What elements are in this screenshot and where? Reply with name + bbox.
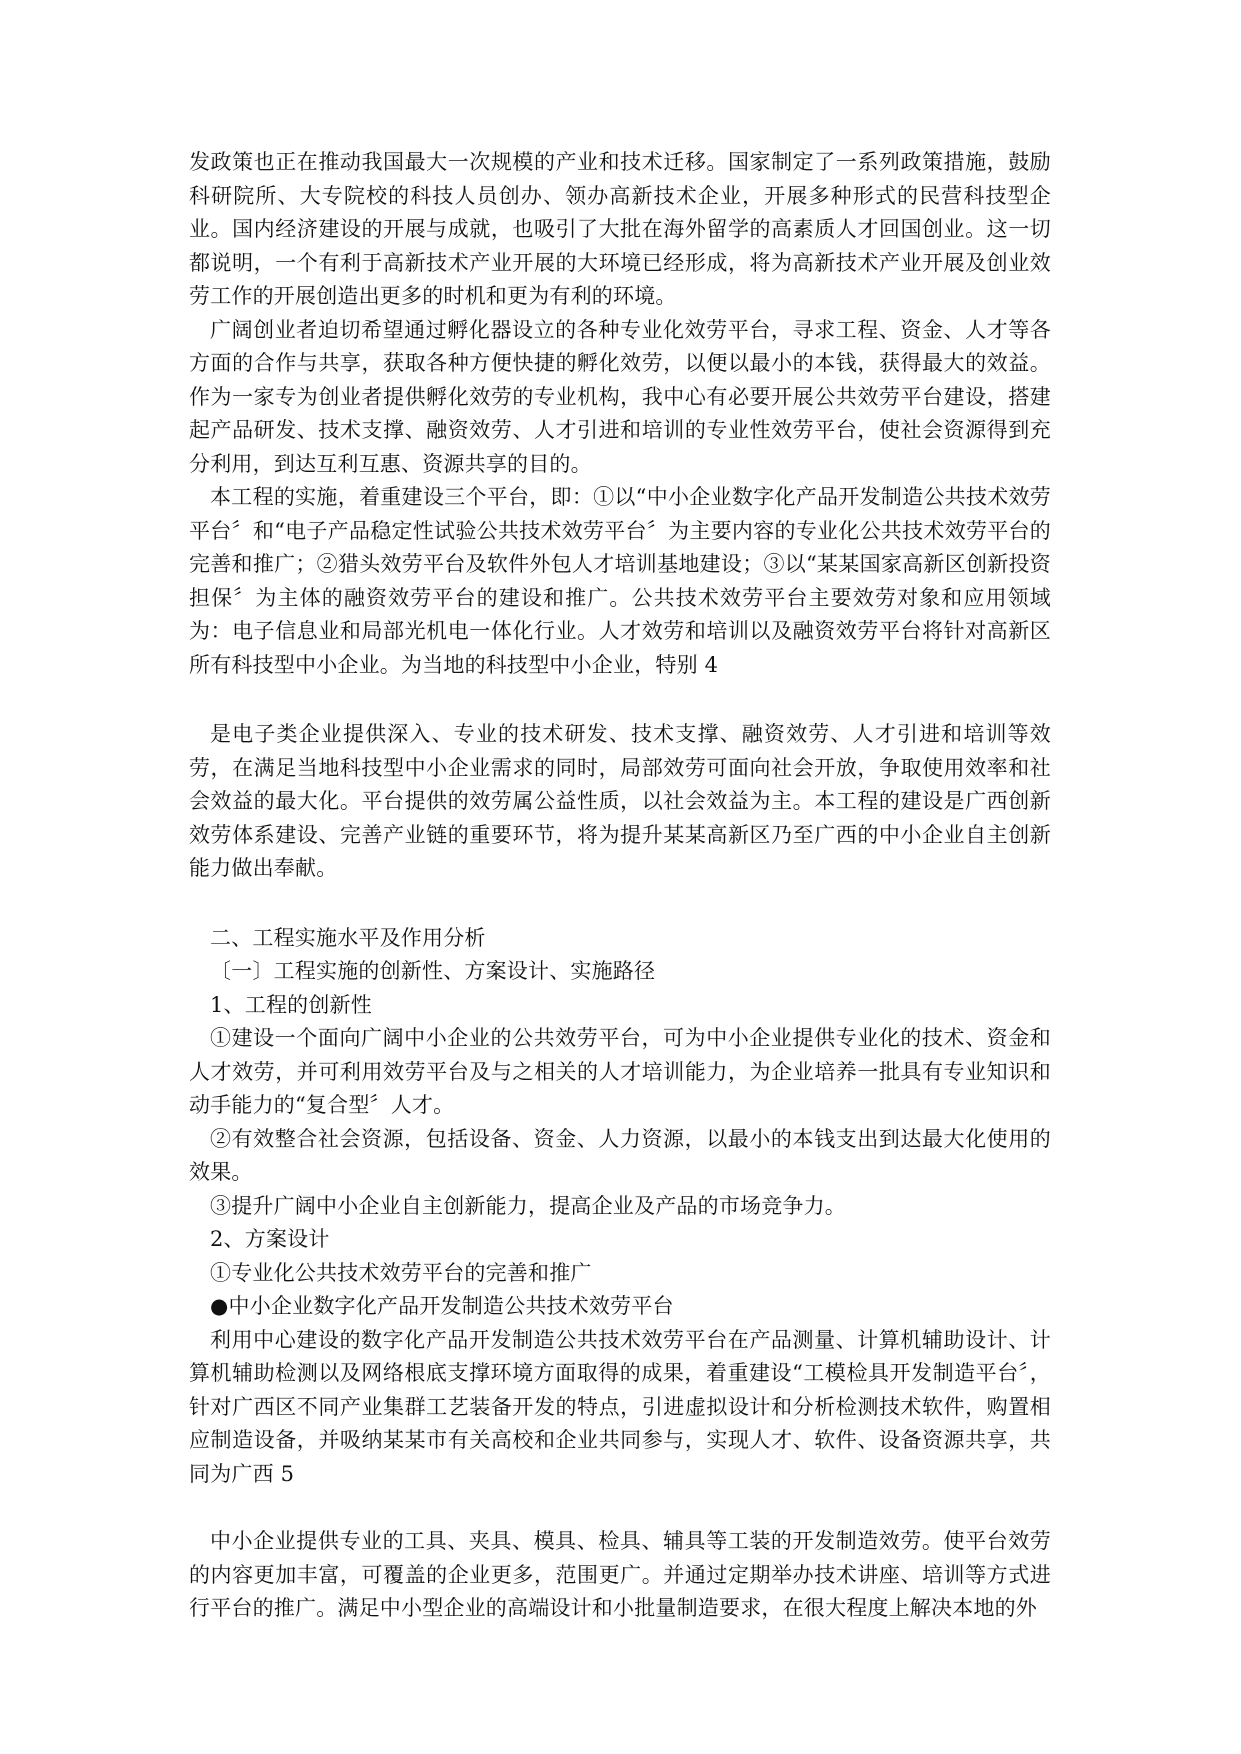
- text-block-2: [189, 718, 1051, 886]
- paragraph: 发政策也正在推动我国最大一次规模的产业和技术迁移。国家制定了一系列政策措施，鼓励科研院所、大专院校的科技人员创办、领办高新技术企业，开展多种形式的民营科技型企业。国内经济建设的开展与成就，也吸引了大批在海外留学的高素质人才回国创业。这一切都说明，一个有利于高新技术产业开展的大环境已经形成，将为高新技术产业开展及创业效劳工作的开展创造出更多的时机和更为有利的环境。: [189, 150, 1051, 308]
- text-block-4: [189, 1525, 1051, 1626]
- page-break-gap: [189, 1491, 1051, 1525]
- page-break-gap: [189, 682, 1051, 718]
- bullet-heading: ●中小企业数字化产品开发制造公共技术效劳平台: [210, 1294, 674, 1318]
- section-heading: 二、工程实施水平及作用分析: [210, 925, 486, 950]
- paragraph: 本工程的实施，着重建设三个平台，即：①以“中小企业数字化产品开发制造公共技术效劳平台〞和“电子产品稳定性试验公共技术效劳平台〞为主要内容的专业化公共技术效劳平台的完善和推广；②猎头效劳平台及软件外包人才培训基地建设；③以“某某国家高新区创新投资担保〞为主体的融资效劳平台的建设和推广。公共技术效劳平台主要效劳对象和应用领域为：电子信息业和局部光机电一体化行业。人才效劳和培训以及融资效劳平台将针对高新区所有科技型中小企业。为当地的科技型中小企业，特别 4: [189, 485, 1051, 677]
- item-heading: 2、方案设计: [210, 1227, 330, 1251]
- item-heading: 1、工程的创新性: [210, 992, 372, 1017]
- paragraph: 利用中心建设的数字化产品开发制造公共技术效劳平台在产品测量、计算机辅助设计、计算机辅助检测以及网络根底支撑环境方面取得的成果，着重建设“工模检具开发制造平台〞，针对广西区不同产业集群工艺装备开发的特点，引进虚拟设计和分析检测技术软件，购置相应制造设备，并吸纳某某市有关高校和企业共同参与，实现人才、软件、设备资源共享，共同为广西 5: [189, 1327, 1051, 1486]
- text-block-1: [189, 146, 1051, 682]
- subsection-heading: 〔一〕工程实施的创新性、方案设计、实施路径: [210, 959, 656, 983]
- paragraph: ②有效整合社会资源，包括设备、资金、人力资源，以最小的本钱支出到达最大化使用的效果。: [189, 1126, 1051, 1184]
- text-block-3: [189, 922, 1051, 1492]
- item-heading: ①专业化公共技术效劳平台的完善和推广: [210, 1260, 592, 1285]
- document-page: [189, 146, 1051, 1626]
- paragraph: 是电子类企业提供深入、专业的技术研发、技术支撑、融资效劳、人才引进和培训等效劳，在满足当地科技型中小企业需求的同时，局部效劳可面向社会开放，争取使用效率和社会效益的最大化。平台提供的效劳属公益性质，以社会效益为主。本工程的建设是广西创新效劳体系建设、完善产业链的重要环节，将为提升某某高新区乃至广西的中小企业自主创新能力做出奉献。: [189, 722, 1051, 880]
- paragraph: ③提升广阔中小企业自主创新能力，提高企业及产品的市场竞争力。: [210, 1193, 846, 1218]
- paragraph: 广阔创业者迫切希望通过孵化器设立的各种专业化效劳平台，寻求工程、资金、人才等各方面的合作与共享，获取各种方便快捷的孵化效劳，以便以最小的本钱，获得最大的效益。作为一家专为创业者提供孵化效劳的专业机构，我中心有必要开展公共效劳平台建设，搭建起产品研发、技术支撑、融资效劳、人才引进和培训的专业性效劳平台，使社会资源得到充分利用，到达互利互惠、资源共享的目的。: [189, 317, 1051, 476]
- paragraph: ①建设一个面向广阔中小企业的公共效劳平台，可为中小企业提供专业化的技术、资金和人才效劳，并可利用效劳平台及与之相关的人才培训能力，为企业培养一批具有专业知识和动手能力的“复合型〞人才。: [189, 1026, 1051, 1117]
- paragraph: 中小企业提供专业的工具、夹具、模具、检具、辅具等工装的开发制造效劳。使平台效劳的内容更加丰富，可覆盖的企业更多，范围更广。并通过定期举办技术讲座、培训等方式进行平台的推广。满足中小型企业的高端设计和小批量制造要求，在很大程度上解决本地的外: [189, 1529, 1051, 1620]
- section-gap: [189, 886, 1051, 922]
